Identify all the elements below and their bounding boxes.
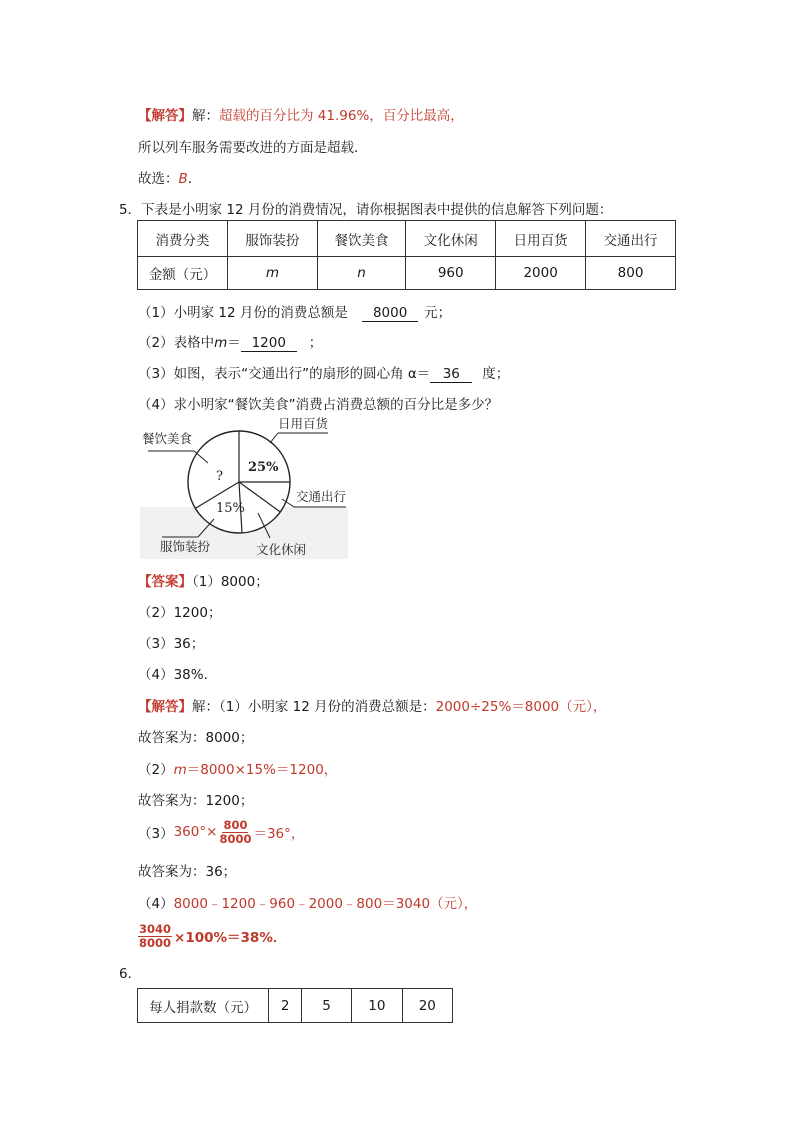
table-cell: 10	[352, 989, 402, 1023]
table-header-row	[138, 221, 676, 257]
q5-pie-figure	[132, 415, 356, 561]
pie-label-jiaotong: 交通出行	[296, 489, 347, 504]
q5-expense-table	[137, 220, 676, 290]
q5-part1: （1）小明家 12 月份的消费总额是 8000 元；	[138, 305, 452, 321]
q4-solution-line1: 【解答】解：超载的百分比为 41.96%，百分比最高，	[138, 108, 464, 124]
answer-label: 【答案】	[138, 574, 192, 590]
table-row-label: 每人捐款数（元）	[138, 989, 269, 1023]
q5-solution-line4: （4）8000﹣1200﹣960﹣2000﹣800＝3040（元），	[138, 896, 478, 912]
q5-solution-line2: （2）m＝8000×15%＝1200，	[138, 762, 338, 778]
solution-label: 【解答】	[138, 699, 192, 715]
answer-blank: 36	[430, 367, 472, 383]
table-cell: 20	[402, 989, 452, 1023]
table-cell: 5	[301, 989, 351, 1023]
table-header-cell: 消费分类	[138, 221, 228, 257]
fraction: $\frac{800}{8000}$	[219, 817, 252, 846]
q5-part2: （2）表格中m＝ 1200 ；	[138, 335, 323, 351]
q5-solution-line1: 【解答】解：（1）小明家 12 月份的消费总额是：2000÷25%＝8000（元），	[138, 699, 607, 715]
q5-answer-line1: 【答案】（1）8000；	[138, 574, 269, 590]
table-row	[138, 257, 676, 290]
table-header-cell: 交通出行	[586, 221, 676, 257]
table-row	[138, 989, 453, 1023]
table-cell: m	[228, 257, 318, 290]
table-cell: n	[317, 257, 406, 290]
q5-part3: （3）如图，表示“交通出行”的扇形的圆心角 α＝ 36 度；	[138, 366, 510, 382]
q5-solution-line5: $\frac{3040}{8000}$ ×100%＝38%．	[139, 921, 287, 950]
q4-solution-line2: 所以列车服务需要改进的方面是超载．	[138, 140, 368, 156]
q6-donation-table	[137, 988, 453, 1023]
pie-label-wenhua: 文化休闲	[256, 542, 307, 557]
pie-label-fushi: 服饰装扮	[160, 539, 211, 554]
q5-stem: 5．下表是小明家 12 月份的消费情况，请你根据图表中提供的信息解答下列问题：	[119, 202, 613, 218]
table-row-label: 金额（元）	[138, 257, 228, 290]
solution-label: 【解答】	[138, 108, 192, 124]
table-cell: 800	[586, 257, 676, 290]
q5-gu-line3: 故答案为：36；	[138, 864, 237, 880]
table-header-cell: 餐饮美食	[317, 221, 406, 257]
answer-blank: 8000	[362, 306, 418, 322]
q5-gu-line1: 故答案为：8000；	[138, 730, 254, 746]
answer-blank: 1200	[241, 336, 297, 352]
table-header-cell: 文化休闲	[406, 221, 496, 257]
pie-label-riyong: 日用百货	[278, 416, 329, 431]
table-header-cell: 日用百货	[496, 221, 586, 257]
q6-number: 6．	[119, 966, 142, 982]
pie-unknown-mark: ?	[216, 469, 223, 484]
q5-answer-line3: （3）36；	[138, 636, 205, 652]
q5-part4: （4）求小明家“餐饮美食”消费占消费总额的百分比是多少？	[138, 397, 499, 413]
table-cell: 2000	[496, 257, 586, 290]
fraction: $\frac{3040}{8000}$	[139, 921, 172, 950]
pie-pct-riyong: 25%	[248, 460, 279, 475]
q5-gu-line2: 故答案为：1200；	[138, 793, 254, 809]
table-header-cell: 服饰装扮	[228, 221, 318, 257]
q4-choice-line: 故选：B．	[138, 171, 202, 187]
q5-solution-line3: （3） 360°× $\frac{800}{8000}$ ＝36°，	[138, 817, 305, 846]
table-cell: 2	[269, 989, 302, 1023]
q5-answer-line4: （4）38%．	[138, 667, 218, 683]
q5-answer-line2: （2）1200；	[138, 605, 222, 621]
pie-label-canyin: 餐饮美食	[142, 431, 193, 446]
table-cell: 960	[406, 257, 496, 290]
pie-pct-fushi: 15%	[216, 501, 245, 516]
